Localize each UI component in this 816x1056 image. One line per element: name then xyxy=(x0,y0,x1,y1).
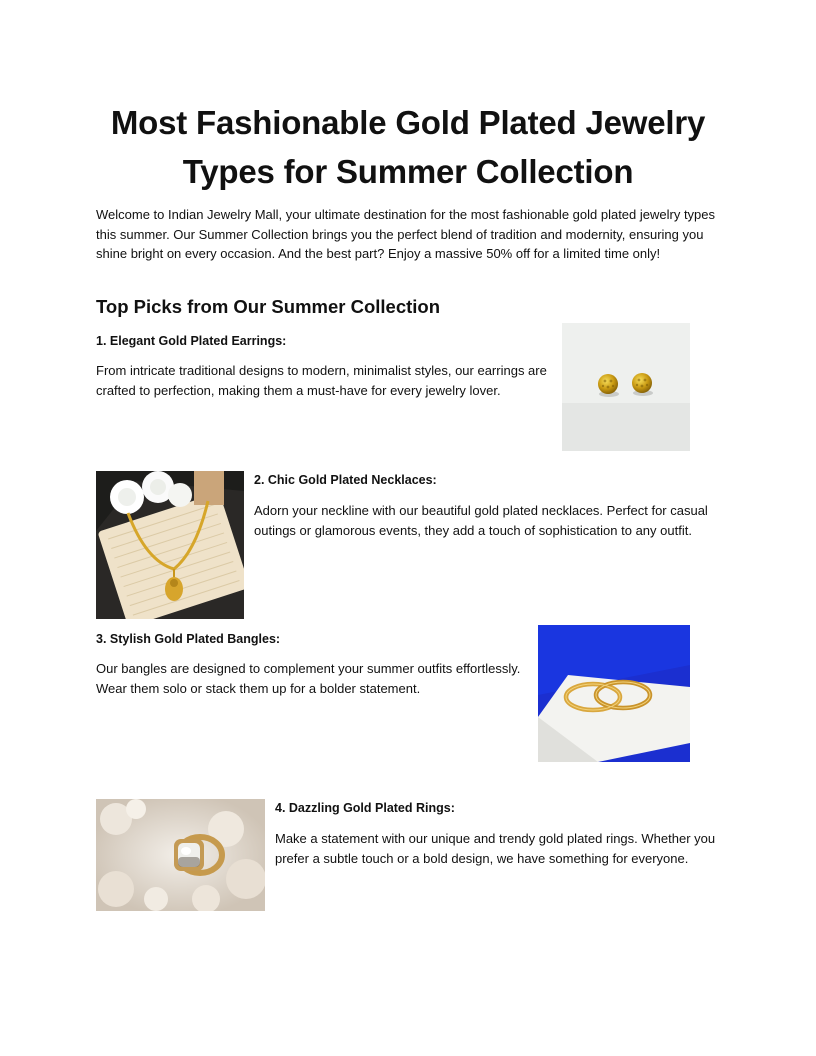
bangles-image xyxy=(538,625,690,762)
item-earrings-title: 1. Elegant Gold Plated Earrings: xyxy=(96,334,287,348)
item-necklaces-title: 2. Chic Gold Plated Necklaces: xyxy=(254,473,437,487)
ring-image xyxy=(96,799,265,911)
item-bangles-title: 3. Stylish Gold Plated Bangles: xyxy=(96,632,281,646)
item-rings-title: 4. Dazzling Gold Plated Rings: xyxy=(275,801,455,815)
page-title xyxy=(60,98,756,196)
item-necklaces-text: Adorn your neckline with our beautiful gold plated necklaces. Perfect for casual outings or glamorous events, they add a touch of sophistication to any outfit. xyxy=(254,503,708,538)
intro-paragraph: Welcome to Indian Jewelry Mall, your ultimate destination for the most fashionable gold plated jewelry types this summer. Our Summer Collection brings you the perfect blend of tradition and modernity, ensuring you shine bright on every occasion. And the best part? Enjoy a massive 50% off for a limited time only! xyxy=(96,207,716,261)
title-line-1: Most Fashionable Gold Plated Jewelry xyxy=(110,104,706,141)
item-rings-text: Make a statement with our unique and trendy gold plated rings. Whether you prefer a subtle touch or a bold design, we have something for everyone. xyxy=(275,831,716,866)
title-line-2: Types for Summer Collection xyxy=(182,153,634,190)
necklace-image xyxy=(96,471,244,619)
item-bangles-text: Our bangles are designed to complement your summer outfits effortlessly. Wear them solo or stack them up for a bolder statement. xyxy=(96,661,521,696)
item-earrings-text: From intricate traditional designs to modern, minimalist styles, our earrings are crafted to perfection, making them a must-have for every jewelry lover. xyxy=(96,363,547,398)
section-heading: Top Picks from Our Summer Collection xyxy=(96,296,441,317)
earrings-image xyxy=(562,323,690,451)
